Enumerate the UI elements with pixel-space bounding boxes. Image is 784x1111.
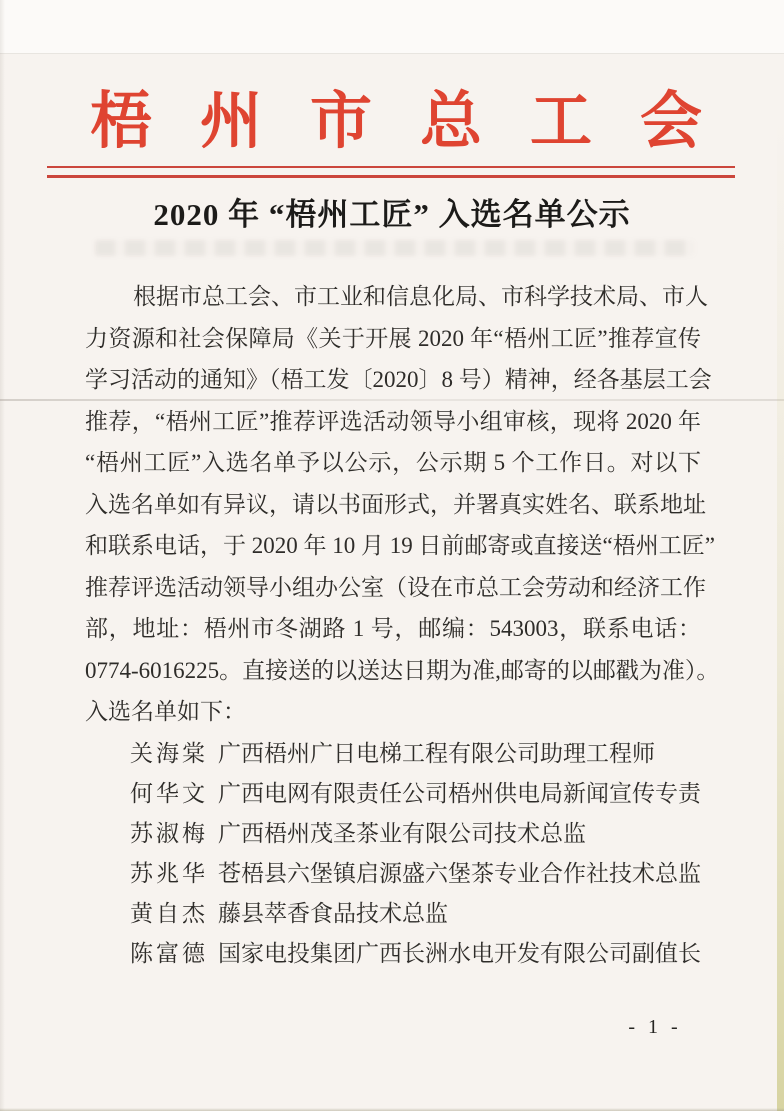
body-line: 和联系电话，于 2020 年 10 月 19 日前邮寄或直接送“梧州工匠” — [85, 533, 715, 558]
body-line: 入选名单如下： — [85, 699, 246, 724]
scan-bleedthrough — [95, 240, 695, 256]
person-org: 广西电网有限责任公司梧州供电局新闻宣传专责 — [218, 781, 701, 806]
person-org: 藤县萃香食品技术总监 — [218, 901, 448, 926]
person-name: 苏兆华 — [130, 861, 208, 886]
person-org: 广西梧州广日电梯工程有限公司助理工程师 — [218, 741, 655, 766]
person-name: 黄自杰 — [130, 901, 208, 926]
body-line: 学习活动的通知》（梧工发〔2020〕8 号）精神，经各基层工会 — [85, 367, 712, 392]
notice-title: 2020 年 “梧州工匠” 入选名单公示 — [153, 197, 631, 232]
person-org: 国家电投集团广西长洲水电开发有限公司副值长 — [218, 941, 701, 966]
scan-edge-left — [0, 0, 5, 1111]
body-line: 入选名单如有异议，请以书面形式，并署真实姓名、联系地址 — [85, 491, 706, 517]
body-line: 0774-6016225。直接送的以送达日期为准,邮寄的以邮戳为准）。 — [85, 657, 720, 683]
body-line: 推荐评选活动领导小组办公室（设在市总工会劳动和经济工作 — [85, 574, 706, 600]
red-double-rule — [47, 166, 735, 178]
list-item — [130, 734, 705, 774]
person-org: 广西梧州茂圣茶业有限公司技术总监 — [218, 821, 586, 846]
body-line: “梧州工匠”入选名单予以公示，公示期 5 个工作日。对以下 — [85, 450, 701, 475]
list-item — [130, 894, 705, 934]
selected-candidates-list — [130, 734, 705, 974]
body-line: 部，地址：梧州市冬湖路 1 号，邮编：543003，联系电话： — [85, 616, 701, 641]
body-line: 力资源和社会保障局《关于开展 2020 年“梧州工匠”推荐宣传 — [85, 325, 701, 351]
person-name: 陈富德 — [130, 941, 208, 966]
scan-top-strip — [0, 0, 784, 54]
org-title: 梧州市总工会 — [90, 88, 702, 156]
page-number: - 1 - — [628, 1016, 682, 1038]
person-name: 关海棠 — [130, 741, 208, 766]
list-item — [130, 814, 705, 854]
body-line: 推荐，“梧州工匠”推荐评选活动领导小组审核，现将 2020 年 — [85, 408, 701, 434]
body-line: 根据市总工会、市工业和信息化局、市科学技术局、市人 — [133, 284, 708, 309]
scan-edge-right — [777, 120, 784, 1111]
list-item — [130, 854, 705, 894]
person-name: 何华文 — [130, 781, 208, 806]
person-org: 苍梧县六堡镇启源盛六堡茶专业合作社技术总监 — [218, 861, 701, 886]
body-paragraph — [85, 276, 720, 733]
person-name: 苏淑梅 — [130, 821, 208, 846]
list-item — [130, 934, 705, 974]
list-item — [130, 774, 705, 814]
